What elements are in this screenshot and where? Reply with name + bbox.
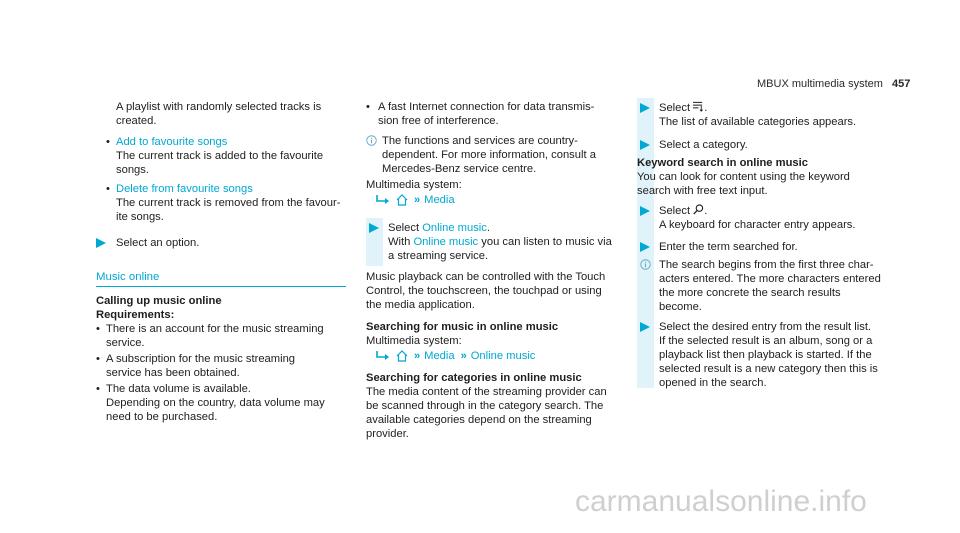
multimedia-label: Multimedia system: (366, 335, 462, 347)
step (637, 240, 899, 254)
req-text: service has been obtained. (106, 367, 240, 379)
online-music-link[interactable]: Online music (413, 236, 479, 248)
page-header (757, 77, 910, 91)
home-icon (396, 350, 408, 362)
item-desc: songs. (116, 164, 149, 176)
step-arrow-icon (640, 140, 650, 150)
list-item (366, 100, 628, 128)
note-text: acters entered. The more characters entered (659, 273, 881, 285)
double-chevron-icon: » (460, 350, 465, 362)
path-media[interactable]: Media (424, 194, 455, 206)
step-text: A keyboard for character entry appears. (659, 219, 856, 231)
step-text: Select the desired entry from the result list. (659, 321, 872, 333)
step (637, 320, 899, 390)
search-icon[interactable] (693, 204, 704, 215)
step-text: a streaming service. (388, 250, 489, 262)
note-text: The functions and services are country- (382, 135, 578, 147)
note-text: become. (659, 301, 702, 313)
step: Select . A keyboard for character entry appears. (637, 204, 899, 232)
item-desc: The current track is added to the favourite (116, 150, 324, 162)
step-text: selected result is a new category then this is (659, 363, 878, 375)
menu-path (376, 193, 455, 207)
step-text: playback list then playback is started. If the (659, 349, 872, 361)
section-title: Music online (96, 271, 160, 283)
req-text: A subscription for the music streaming (106, 353, 296, 365)
step-arrow-icon (640, 322, 650, 332)
req-text: sion free of interference. (378, 115, 499, 127)
favourite-add-link[interactable]: Add to favourite songs (116, 136, 228, 148)
note-text: the more concrete the search results (659, 287, 841, 299)
step-text: Select an option. (116, 237, 200, 249)
note-text: The search begins from the first three char- (659, 259, 874, 271)
note-text: Mercedes-Benz service centre. (382, 163, 537, 175)
req-text: need to be purchased. (106, 411, 218, 423)
para-text: search with free text input. (637, 185, 768, 197)
para-text: be scanned through in the category search. The (366, 400, 604, 412)
req-text: There is an account for the music streaming (106, 323, 324, 335)
category-title: Searching for categories in online music (366, 372, 582, 384)
step (637, 138, 899, 152)
para-text: Control, the touchscreen, the touchpad or using (366, 285, 602, 297)
step-text: Select a category. (659, 139, 748, 151)
para-text: provider. (366, 428, 409, 440)
req-text: Depending on the country, data volume may (106, 397, 325, 409)
bullet: • (96, 323, 100, 335)
step-text: opened in the search. (659, 377, 767, 389)
para-text: Music playback can be controlled with the Touch (366, 271, 606, 283)
info-icon (640, 259, 651, 270)
item-desc: The current track is removed from the favour- (116, 197, 341, 209)
bullet: • (96, 383, 100, 395)
keyword-title: Keyword search in online music (637, 157, 808, 169)
step-text: Select (659, 102, 691, 114)
watermark: carmanualsonline.info (575, 485, 867, 518)
info-icon (366, 135, 377, 146)
step-text: If the selected result is an album, song or a (659, 335, 873, 347)
online-music-link[interactable]: Online music (422, 222, 487, 234)
multimedia-label: Multimedia system: (366, 179, 462, 191)
step-text: Enter the term searched for. (659, 241, 798, 253)
menu-path (376, 349, 535, 363)
favourite-delete-link[interactable]: Delete from favourite songs (116, 183, 253, 195)
step-text: Select (659, 205, 691, 217)
bullet: • (106, 183, 110, 195)
bullet: • (106, 136, 110, 148)
page-number: 457 (891, 78, 911, 90)
step-text: you can listen to music via (481, 236, 612, 248)
search-title: Searching for music in online music (366, 321, 559, 333)
intro-line-1: A playlist with randomly selected tracks is (116, 101, 322, 113)
subsection-title: Calling up music online (96, 295, 222, 307)
step (96, 236, 346, 250)
step: Select Online music. With Online music you can listen to music via a streaming service. (366, 221, 628, 263)
path-media[interactable]: Media (424, 350, 455, 362)
list-item (106, 182, 346, 224)
para-text: the media application. (366, 299, 475, 311)
info-note (637, 258, 899, 314)
step-text: The list of available categories appears. (659, 116, 857, 128)
step-arrow-icon (640, 103, 650, 113)
para-text: You can look for content using the keyword (637, 171, 850, 183)
list-item (106, 135, 346, 177)
path-online-music[interactable]: Online music (470, 350, 536, 362)
list-item (96, 382, 346, 424)
header-title: MBUX multimedia system (757, 78, 883, 90)
step-arrow-icon (96, 238, 106, 248)
para-text: The media content of the streaming provider can (366, 386, 607, 398)
list-icon[interactable] (693, 101, 704, 112)
step: Select . The list of available categories appears. (637, 101, 899, 129)
list-item (96, 352, 346, 380)
bullet: • (96, 353, 100, 365)
req-text: A fast Internet connection for data transmis- (378, 101, 595, 113)
item-desc: ite songs. (116, 211, 164, 223)
req-text: The data volume is available. (106, 383, 251, 395)
para-text: available categories depend on the streaming (366, 414, 592, 426)
list-item (96, 322, 346, 350)
step-text: Select (388, 222, 420, 234)
home-icon (396, 194, 408, 206)
note-text: dependent. For more information, consult a (382, 149, 596, 161)
bullet: • (366, 101, 370, 113)
double-chevron-icon: » (414, 194, 419, 206)
hook-arrow-icon (376, 195, 390, 205)
info-note (366, 134, 628, 176)
intro-line-2: created. (116, 115, 157, 127)
step-text: With (388, 236, 411, 248)
step-arrow-icon (640, 242, 650, 252)
double-chevron-icon: » (414, 350, 419, 362)
step-arrow-icon (369, 223, 379, 233)
step-arrow-icon (640, 206, 650, 216)
req-text: service. (106, 337, 145, 349)
hook-arrow-icon (376, 351, 390, 361)
section-rule (96, 286, 346, 287)
requirements-title: Requirements: (96, 309, 175, 321)
